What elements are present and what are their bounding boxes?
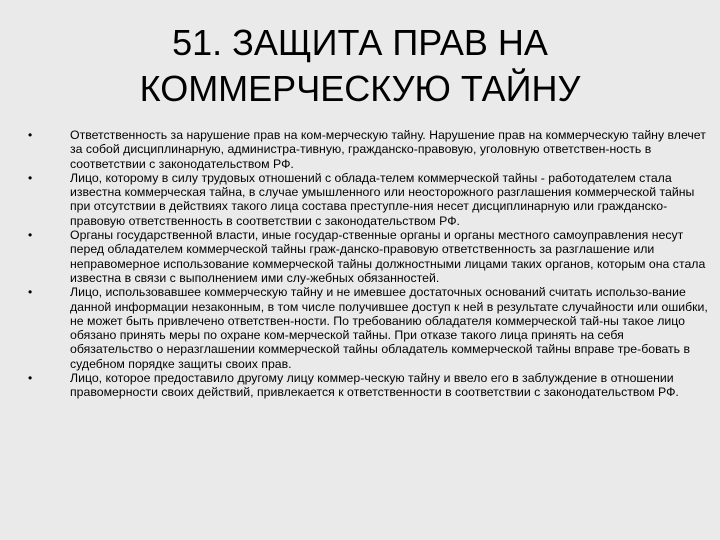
bullet-text-2: Лицо, которому в силу трудовых отношений с облада-телем коммерческой тайны - работодателем стала известна коммерческая тайна, в случае умышленного или неосторожного разглашения коммерческой тайны при отсутствии в действиях такого лица состава преступле-ния несет дисциплинарную или гражданско-правовую ответственность в соответствии с законодательством РФ. <box>70 170 695 228</box>
bullet-icon: • <box>28 170 33 185</box>
list-item <box>28 228 708 285</box>
list-item <box>28 128 708 171</box>
list-item <box>28 171 708 228</box>
bullet-icon: • <box>28 228 33 243</box>
bullet-text-3: Органы государственной власти, иные государ-ственные органы и органы местного самоуправления несут перед обладателем коммерческой тайны граж-данско-правовую ответственность за разглашение или неправомерное использование коммерческой тайны должностными лицами таких органов, которым она стала известна в связи с выполнением ими слу-жебных обязанностей. <box>70 228 706 285</box>
title-line-2: КОММЕРЧЕСКУЮ ТАЙНУ <box>139 68 581 109</box>
list-item <box>28 371 708 400</box>
bullet-icon: • <box>28 371 33 386</box>
page-title <box>60 20 660 112</box>
bullet-list <box>28 128 708 400</box>
bullet-text-4: Лицо, использовавшее коммерческую тайну и не имевшее достаточных оснований считать использо-вание данной информации незаконным, в том числе получившее доступ к ней в результате случайности или ошибки, не может быть привлечено ответствен-ности. По требованию обладателя коммерческой тай-ны такое лицо обязано принять меры по охране ком-мерческой тайны. При отказе такого лица принять на себя обязательство о неразглашении коммерческой тайны обладатель коммерческой тайны вправе тре-бовать в судебном порядке защиты своих прав. <box>70 285 708 371</box>
bullet-text-5: Лицо, которое предоставило другому лицу коммер-ческую тайну и ввело его в заблуждение в отношении правомерности своих действий, привлекается к ответственности в соответствии с законодательством РФ. <box>70 371 679 400</box>
title-line-1: 51. ЗАЩИТА ПРАВ НА <box>172 22 548 63</box>
list-item <box>28 285 708 371</box>
bullet-icon: • <box>28 128 33 142</box>
bullet-text-1: Ответственность за нарушение прав на ком-мерческую тайну. Нарушение прав на коммерческую тайну влечет за собой дисциплинарную, администра-тивную, гражданско-правовую, уголовную ответствен-ность в соответствии с законодательством РФ. <box>70 128 706 171</box>
bullet-icon: • <box>28 285 33 300</box>
